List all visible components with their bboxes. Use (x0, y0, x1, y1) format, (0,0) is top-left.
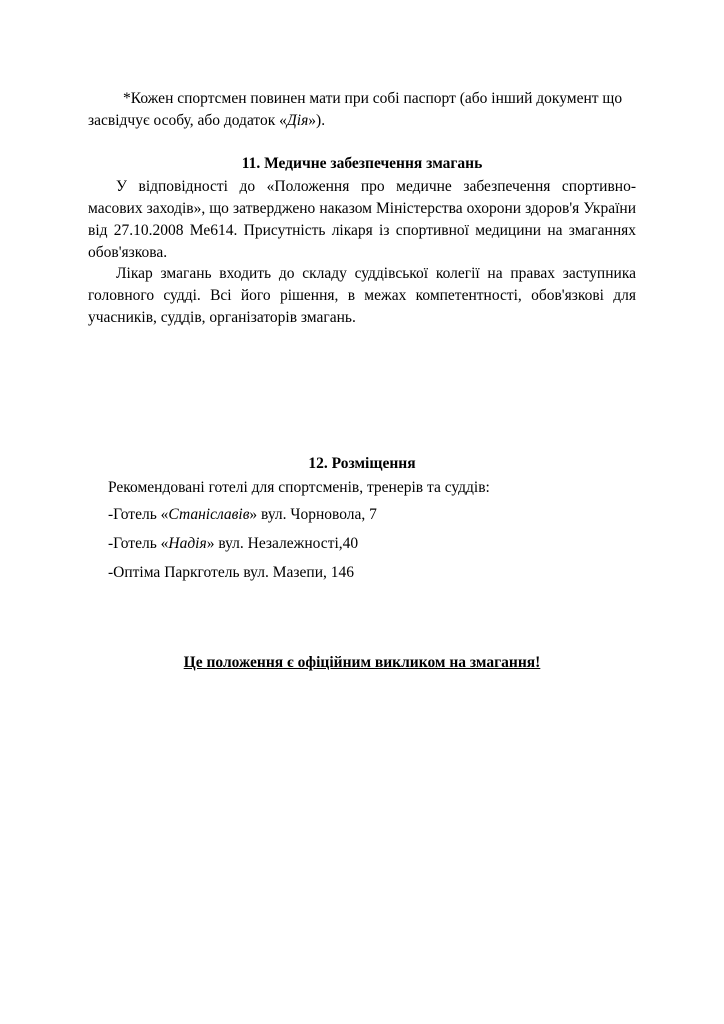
closing-statement: Це положення є офіційним викликом на змагання! (183, 654, 541, 671)
section-11-heading: 11. Медичне забезпечення змагань (241, 155, 483, 172)
hotel-list-item: -Готель «Станіславів» вул. Чорновола, 7 (108, 506, 377, 523)
section-12-heading: 12. Розміщення (308, 455, 416, 472)
section-11-paragraph-2: Лікар змагань входить до складу суддівської колегії на правах заступника головного судді. Всі його рішення, в межах компетентності, обов'язкові для учасників, суддів, організаторів змагань. (88, 265, 636, 326)
dia-app-name: Дія (286, 112, 309, 129)
hotel-list-item: -Оптіма Паркготель вул. Мазепи, 146 (108, 564, 354, 581)
section-11-paragraph-1: У відповідності до «Положення про медичне забезпечення спортивно-масових заходів», що затверджено наказом Міністерства охорони здоров'я України від 27.10.2008 Ме614. Присутність лікаря із спортивної медицини на змаганнях обов'язкова. (88, 178, 636, 261)
hotel-list-item: -Готель «Надія» вул. Незалежності,40 (108, 535, 359, 552)
section-12-intro: Рекомендовані готелі для спортсменів, тренерів та суддів: (108, 479, 490, 496)
passport-note: *Кожен спортсмен повинен мати при собі паспорт (або інший документ що засвідчує особу, або додаток «Дія»). (88, 90, 623, 129)
